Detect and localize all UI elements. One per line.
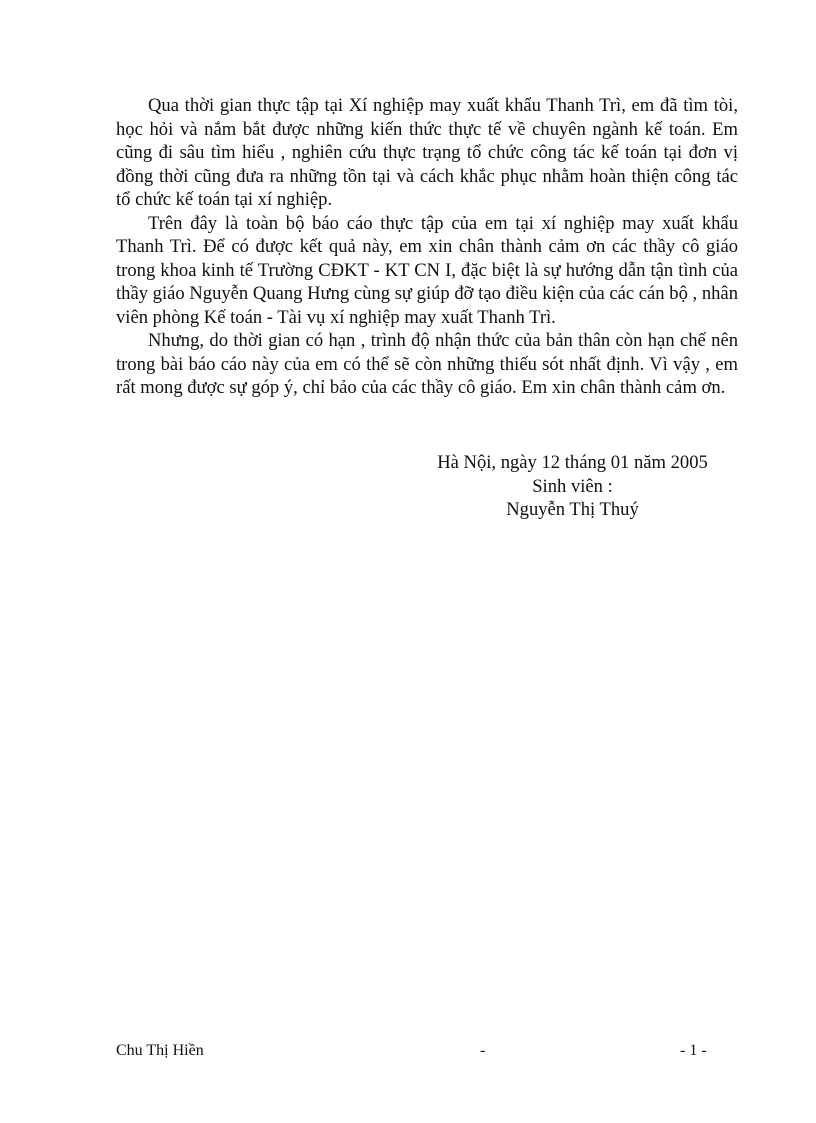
body-text [116,94,738,400]
signature-role: Sinh viên : [532,475,613,497]
signature-block [400,451,745,522]
footer-author: Chu Thị Hiền [116,1042,204,1059]
paragraph-1: Qua thời gian thực tập tại Xí nghiệp may xuất khẩu Thanh Trì, em đã tìm tòi, học hỏi và nắm bắt được những kiến thức thực tế về chuyên ngành kế toán. Em cũng đi sâu tìm hiểu , nghiên cứu thực trạng tổ chức công tác kế toán tại đơn vị đồng thời cũng đưa ra những tồn tại và cách khắc phục nhằm hoàn thiện công tác tổ chức kế toán tại xí nghiệp. [116,95,738,210]
paragraph-3: Nhưng, do thời gian có hạn , trình độ nhận thức của bản thân còn hạn chế nên trong bài báo cáo này của em có thể sẽ còn những thiếu sót nhất định. Vì vậy , em rất mong được sự góp ý, chỉ bảo của các thầy cô giáo. Em xin chân thành cảm ơn. [116,330,738,398]
signature-name: Nguyễn Thị Thuý [506,499,639,520]
page-footer [116,1040,716,1062]
paragraph-2: Trên đây là toàn bộ báo cáo thực tập của em tại xí nghiệp may xuất khẩu Thanh Trì. Để có được kết quả này, em xin chân thành cảm ơn các thầy cô giáo trong khoa kinh tế Trường CĐKT - KT CN I, đặc biệt là sự hướng dẫn tận tình của thầy giáo Nguyễn Quang Hưng cùng sự giúp đỡ tạo điều kiện của các cán bộ , nhân viên phòng Kế toán - Tài vụ xí nghiệp may xuất Thanh Trì. [116,212,738,328]
footer-center-mark: - [480,1042,486,1059]
footer-page-number: - 1 - [680,1042,707,1059]
signature-date: Hà Nội, ngày 12 tháng 01 năm 2005 [437,452,708,473]
